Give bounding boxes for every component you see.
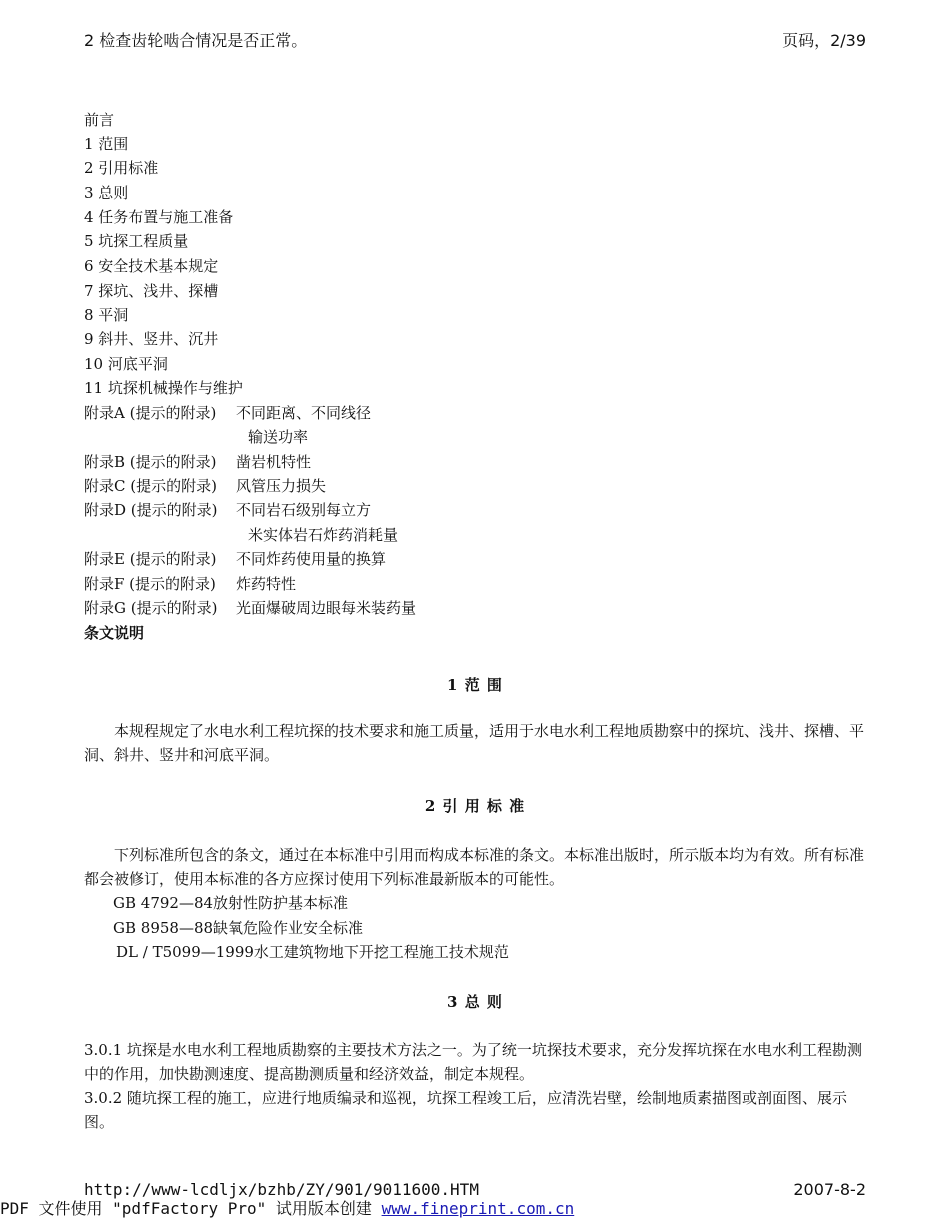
appendix-title: 不同距离、不同线径 [236, 404, 372, 422]
appendix-label: 附录F (提示的附录) [84, 575, 216, 593]
toc-appendix-g[interactable] [84, 599, 416, 617]
toc-explanation[interactable]: 条文说明 [84, 624, 145, 642]
appendix-label: 附录E (提示的附录) [84, 550, 217, 568]
appendix-title: 风管压力损失 [236, 477, 327, 495]
toc-item[interactable]: 7 探坑、浅井、探槽 [84, 282, 219, 300]
pdf-watermark-text: PDF 文件使用 "pdfFactory Pro" 试用版本创建 [0, 1199, 372, 1218]
toc-item[interactable]: 9 斜井、竖井、沉井 [84, 330, 219, 348]
appendix-title: 炸药特性 [236, 575, 297, 593]
section-1-title: 1 范 围 [447, 676, 503, 694]
toc-item[interactable]: 1 范围 [84, 135, 129, 153]
toc-appendix-a[interactable] [84, 404, 371, 422]
standard-ref: GB 8958—88缺氧危险作业安全标准 [113, 919, 364, 937]
running-header-left: 2 检查齿轮啮合情况是否正常。 [84, 31, 308, 50]
toc-item[interactable]: 6 安全技术基本规定 [84, 257, 219, 275]
toc-appendix-e[interactable] [84, 550, 386, 568]
appendix-label: 附录A (提示的附录) [84, 404, 217, 422]
clause-3-0-1: 3.0.1 坑探是水电水利工程地质勘察的主要技术方法之一。为了统一坑探技术要求，充分发挥坑探在水电水利工程勘测中的作用，加快勘测速度、提高勘测质量和经济效益，制定本规程。 [84, 1041, 862, 1083]
appendix-label: 附录C (提示的附录) [84, 477, 217, 495]
toc-appendix-f[interactable] [84, 575, 296, 593]
section-1-paragraph: 本规程规定了水电水利工程坑探的技术要求和施工质量，适用于水电水利工程地质勘察中的探坑、浅井、探槽、平洞、斜井、竖井和河底平洞。 [84, 722, 865, 764]
toc-item[interactable]: 2 引用标准 [84, 159, 159, 177]
fineprint-link[interactable]: www.fineprint.com.cn [381, 1199, 575, 1218]
pdf-watermark-banner [0, 1196, 574, 1219]
section-3-title: 3 总 则 [447, 993, 503, 1011]
section-2-title: 2 引 用 标 准 [424, 797, 526, 815]
toc-appendix-d[interactable] [84, 501, 371, 519]
toc-item[interactable]: 4 任务布置与施工准备 [84, 208, 234, 226]
appendix-label: 附录B (提示的附录) [84, 453, 217, 471]
standard-ref: DL / T5099—1999水工建筑物地下开挖工程施工技术规范 [116, 943, 509, 961]
toc-item[interactable]: 前言 [84, 111, 115, 129]
appendix-title: 不同岩石级别每立方 [236, 501, 372, 519]
page-number: 页码，2/39 [782, 31, 866, 50]
appendix-label: 附录D (提示的附录) [84, 501, 218, 519]
toc-item[interactable]: 5 坑探工程质量 [84, 232, 189, 250]
toc-appendix-b[interactable] [84, 453, 311, 471]
toc-item[interactable]: 11 坑探机械操作与维护 [84, 379, 243, 397]
appendix-title: 光面爆破周边眼每米装药量 [236, 599, 417, 617]
print-date: 2007-8-2 [793, 1180, 866, 1199]
toc-item[interactable]: 8 平洞 [84, 306, 129, 324]
section-2-paragraph: 下列标准所包含的条文，通过在本标准中引用而构成本标准的条文。本标准出版时，所示版本均为有效。所有标准都会被修订，使用本标准的各方应探讨使用下列标准最新版本的可能性。 [84, 846, 865, 888]
toc-appendix-c[interactable] [84, 477, 326, 495]
appendix-title: 不同炸药使用量的换算 [236, 550, 387, 568]
toc-item[interactable]: 3 总则 [84, 184, 129, 202]
standard-ref: GB 4792—84放射性防护基本标准 [113, 894, 349, 912]
clause-3-0-2: 3.0.2 随坑探工程的施工，应进行地质编录和巡视，坑探工程竣工后，应清洗岩壁，绘制地质素描图或剖面图、展示图。 [84, 1089, 847, 1131]
appendix-title-continued: 输送功率 [248, 428, 309, 446]
appendix-title-continued: 米实体岩石炸药消耗量 [248, 526, 399, 544]
toc-item[interactable]: 10 河底平洞 [84, 355, 168, 373]
source-url[interactable]: http://www-lcdljx/bzhb/ZY/901/9011600.HTM [84, 1180, 479, 1199]
appendix-label: 附录G (提示的附录) [84, 599, 218, 617]
appendix-title: 凿岩机特性 [236, 453, 312, 471]
